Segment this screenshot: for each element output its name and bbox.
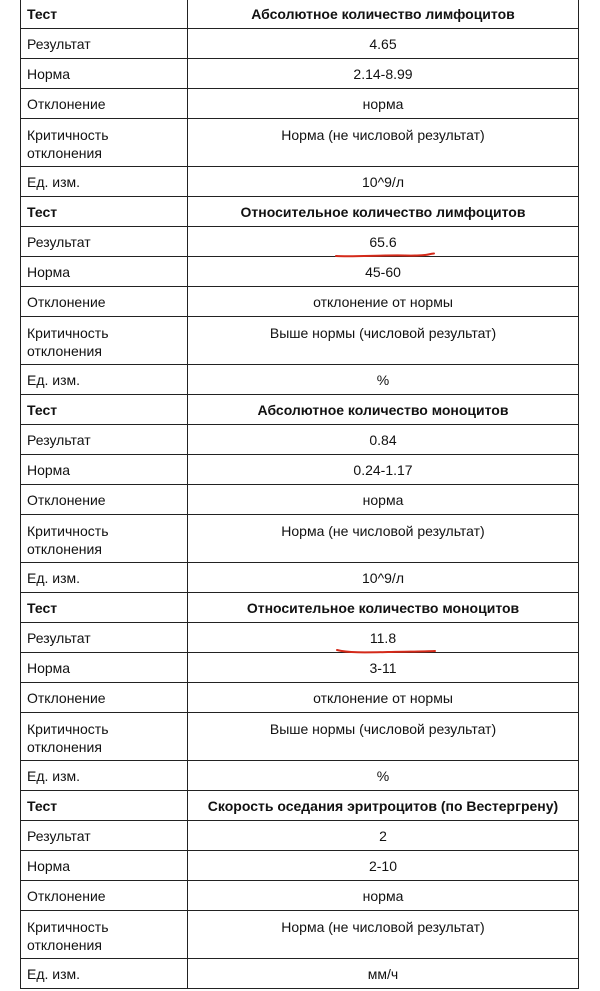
test-label: Тест <box>21 593 188 623</box>
deviation-row <box>21 881 579 911</box>
criticality-value: Норма (не числовой результат) <box>188 119 579 167</box>
norm-label: Норма <box>21 455 188 485</box>
deviation-value: норма <box>188 89 579 119</box>
test-name: Относительное количество лимфоцитов <box>188 197 579 227</box>
unit-row <box>21 167 579 197</box>
norm-value: 2-10 <box>188 851 579 881</box>
criticality-value: Выше нормы (числовой результат) <box>188 317 579 365</box>
result-label: Результат <box>21 425 188 455</box>
unit-value: % <box>188 365 579 395</box>
unit-value: % <box>188 761 579 791</box>
norm-label: Норма <box>21 851 188 881</box>
deviation-label: Отклонение <box>21 485 188 515</box>
criticality-value: Норма (не числовой результат) <box>188 911 579 959</box>
unit-row <box>21 761 579 791</box>
result-label: Результат <box>21 623 188 653</box>
norm-value: 3-11 <box>188 653 579 683</box>
norm-row <box>21 455 579 485</box>
deviation-row <box>21 287 579 317</box>
unit-value: 10^9/л <box>188 563 579 593</box>
result-label: Результат <box>21 29 188 59</box>
norm-value: 45-60 <box>188 257 579 287</box>
unit-label: Ед. изм. <box>21 761 188 791</box>
criticality-row <box>21 713 579 761</box>
result-value: 11.8 <box>369 629 397 646</box>
test-label: Тест <box>21 0 188 29</box>
result-row <box>21 821 579 851</box>
result-cell <box>188 623 579 653</box>
deviation-label: Отклонение <box>21 683 188 713</box>
unit-label: Ед. изм. <box>21 563 188 593</box>
test-name: Абсолютное количество моноцитов <box>188 395 579 425</box>
test-header-row <box>21 791 579 821</box>
norm-label: Норма <box>21 257 188 287</box>
unit-value: мм/ч <box>188 959 579 989</box>
criticality-label: Критичность отклонения <box>21 515 188 563</box>
test-name: Относительное количество моноцитов <box>188 593 579 623</box>
unit-label: Ед. изм. <box>21 365 188 395</box>
result-row <box>21 227 579 257</box>
deviation-row <box>21 485 579 515</box>
unit-row <box>21 959 579 989</box>
criticality-value: Выше нормы (числовой результат) <box>188 713 579 761</box>
unit-label: Ед. изм. <box>21 959 188 989</box>
test-label: Тест <box>21 395 188 425</box>
criticality-row <box>21 119 579 167</box>
result-label: Результат <box>21 821 188 851</box>
result-row <box>21 425 579 455</box>
result-row <box>21 623 579 653</box>
lab-results-table <box>20 0 579 989</box>
test-name: Абсолютное количество лимфоцитов <box>188 0 579 29</box>
unit-row <box>21 563 579 593</box>
norm-label: Норма <box>21 653 188 683</box>
result-value: 65.6 <box>369 233 397 250</box>
deviation-label: Отклонение <box>21 881 188 911</box>
criticality-row <box>21 515 579 563</box>
test-header-row <box>21 0 579 29</box>
norm-value: 2.14-8.99 <box>188 59 579 89</box>
deviation-row <box>21 683 579 713</box>
criticality-value: Норма (не числовой результат) <box>188 515 579 563</box>
unit-label: Ед. изм. <box>21 167 188 197</box>
criticality-label: Критичность отклонения <box>21 317 188 365</box>
result-row <box>21 29 579 59</box>
criticality-label: Критичность отклонения <box>21 713 188 761</box>
deviation-value: норма <box>188 881 579 911</box>
norm-row <box>21 851 579 881</box>
red-underline-mark <box>336 646 436 655</box>
result-value: 2 <box>188 821 579 851</box>
deviation-value: отклонение от нормы <box>188 287 579 317</box>
norm-value: 0.24-1.17 <box>188 455 579 485</box>
deviation-row <box>21 89 579 119</box>
test-label: Тест <box>21 791 188 821</box>
norm-row <box>21 59 579 89</box>
deviation-label: Отклонение <box>21 287 188 317</box>
result-cell <box>188 227 579 257</box>
highlighted-result <box>370 629 396 647</box>
result-value: 0.84 <box>188 425 579 455</box>
unit-row <box>21 365 579 395</box>
unit-value: 10^9/л <box>188 167 579 197</box>
norm-row <box>21 257 579 287</box>
red-underline-mark <box>335 250 435 259</box>
criticality-label: Критичность отклонения <box>21 911 188 959</box>
highlighted-result <box>369 233 396 251</box>
test-header-row <box>21 197 579 227</box>
deviation-value: отклонение от нормы <box>188 683 579 713</box>
lab-results-report <box>20 0 578 989</box>
result-label: Результат <box>21 227 188 257</box>
criticality-row <box>21 317 579 365</box>
test-header-row <box>21 395 579 425</box>
result-value: 4.65 <box>188 29 579 59</box>
test-label: Тест <box>21 197 188 227</box>
norm-label: Норма <box>21 59 188 89</box>
deviation-value: норма <box>188 485 579 515</box>
criticality-row <box>21 911 579 959</box>
norm-row <box>21 653 579 683</box>
test-name: Скорость оседания эритроцитов (по Вестергрену) <box>188 791 579 821</box>
lab-results-body <box>21 0 579 989</box>
criticality-label: Критичность отклонения <box>21 119 188 167</box>
test-header-row <box>21 593 579 623</box>
deviation-label: Отклонение <box>21 89 188 119</box>
